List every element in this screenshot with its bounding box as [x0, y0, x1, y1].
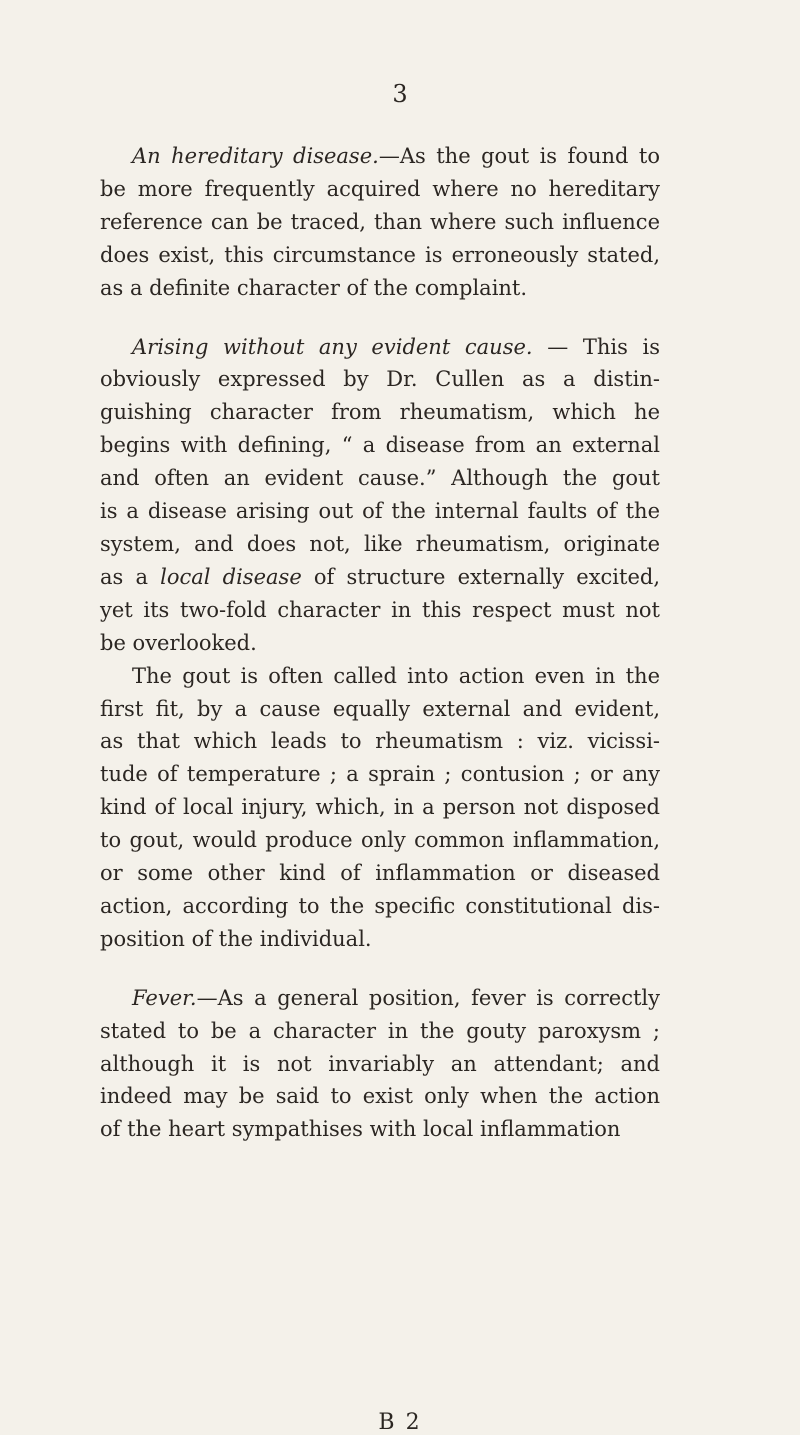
- text-line: [100, 272, 660, 305]
- text-run: or some other kind of inflammation or diseased: [100, 861, 660, 886]
- text-line: [100, 982, 660, 1015]
- text-line: [100, 239, 660, 272]
- text-run: —As the gout is found to: [378, 144, 661, 168]
- text-line: [100, 495, 660, 528]
- text-run: The gout is often called into action even in the: [132, 663, 660, 688]
- text-run: stated to be a character in the gouty paroxysm ;: [100, 1018, 660, 1043]
- text-line: [100, 1113, 660, 1146]
- text-run: guishing character from rheumatism, which he: [100, 400, 660, 425]
- text-run: be overlooked.: [100, 630, 257, 655]
- text-line: [100, 824, 660, 857]
- text-line: [100, 627, 660, 660]
- text-run: as a: [100, 564, 161, 589]
- italic-heading: Arising without any evident cause.: [132, 334, 533, 359]
- text-run: tude of temperature ; a sprain ; contusion ; or any: [100, 762, 660, 787]
- text-line: [100, 331, 660, 364]
- paragraph-gout-action: [100, 660, 660, 956]
- text-line: [100, 1015, 660, 1048]
- paragraph-hereditary: [100, 140, 660, 305]
- italic-heading: Fever.: [132, 985, 197, 1010]
- text-run: action, according to the specific constitutional dis-: [100, 893, 660, 918]
- text-run: first fit, by a cause equally external and evident,: [100, 696, 660, 721]
- text-line: [100, 791, 660, 824]
- text-run: of the heart sympathises with local inflammation: [100, 1117, 621, 1142]
- text-run: begins with defining, “ a disease from an external: [100, 433, 660, 458]
- body-text: [100, 140, 660, 1146]
- signature-mark: B 2: [378, 1410, 422, 1435]
- text-line: [100, 1048, 660, 1081]
- text-line: [100, 363, 660, 396]
- text-line: [100, 206, 660, 239]
- text-run: be more frequently acquired where no hereditary: [100, 176, 660, 201]
- text-line: [100, 396, 660, 429]
- text-run: is a disease arising out of the internal faults of the: [100, 499, 660, 524]
- text-run: as a definite character of the complaint.: [100, 275, 528, 300]
- italic-heading: An hereditary disease.: [132, 144, 379, 168]
- text-line: [100, 429, 660, 462]
- text-run: — This is: [532, 334, 660, 359]
- text-line: [100, 140, 660, 173]
- text-run: —As a general position, fever is correctly: [196, 985, 660, 1010]
- text-run: and often an evident cause.” Although the gout: [100, 466, 660, 491]
- text-run: obviously expressed by Dr. Cullen as a distin-: [100, 367, 660, 392]
- text-run: reference can be traced, than where such influence: [100, 209, 660, 234]
- paragraph-fever: [100, 982, 660, 1147]
- text-line: [100, 693, 660, 726]
- text-line: [100, 857, 660, 890]
- text-line: [100, 923, 660, 956]
- page-number: 3: [392, 80, 408, 108]
- text-line: [100, 528, 660, 561]
- text-run: kind of local injury, which, in a person not disposed: [100, 795, 660, 820]
- text-line: [100, 725, 660, 758]
- text-line: [100, 173, 660, 206]
- text-line: [100, 1080, 660, 1113]
- italic-heading: local disease: [160, 564, 302, 589]
- text-run: system, and does not, like rheumatism, originate: [100, 531, 660, 556]
- text-run: indeed may be said to exist only when the action: [100, 1084, 660, 1109]
- text-run: of structure externally excited,: [301, 564, 661, 589]
- text-line: [100, 660, 660, 693]
- text-line: [100, 561, 660, 594]
- text-run: does exist, this circumstance is erroneously stated,: [100, 242, 660, 267]
- text-run: yet its two-fold character in this respect must not: [100, 597, 660, 622]
- text-run: position of the individual.: [100, 926, 372, 951]
- text-line: [100, 462, 660, 495]
- text-run: to gout, would produce only common inflammation,: [100, 828, 660, 853]
- paragraph-arising: [100, 331, 660, 660]
- text-run: as that which leads to rheumatism : viz. vicissi-: [100, 729, 660, 754]
- text-line: [100, 758, 660, 791]
- text-run: although it is not invariably an attendant; and: [100, 1051, 660, 1076]
- text-line: [100, 890, 660, 923]
- text-line: [100, 594, 660, 627]
